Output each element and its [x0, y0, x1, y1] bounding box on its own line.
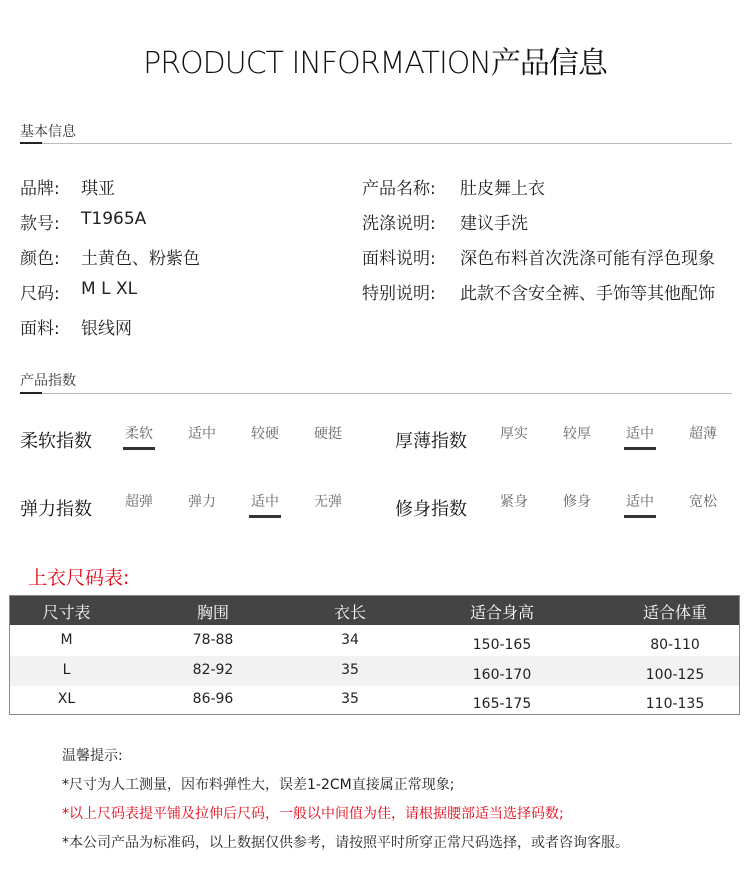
table-row	[10, 626, 739, 656]
table-cell: 150-165	[472, 637, 532, 653]
info-washing: 洗涤说明: 建议手洗	[362, 214, 528, 234]
note-item: *尺寸为人工测量，因布料弹性大，误差1-2CM直接属正常现象;	[62, 777, 455, 793]
info-color: 颜色: 土黄色、粉紫色	[20, 249, 200, 269]
info-size: 尺码: M L XL	[20, 279, 138, 304]
softness-option: 硬挺	[314, 426, 342, 442]
elasticity-option: 无弹	[314, 494, 342, 510]
softness-option: 较硬	[251, 426, 279, 442]
fit-index-title: 修身指数	[395, 499, 467, 520]
info-special-note: 特别说明: 此款不含安全裤、手饰等其他配饰	[362, 284, 715, 304]
product-index-label: 产品指数	[20, 373, 76, 389]
note-item-highlight: *以上尺码表提平铺及拉伸后尺码，一般以中间值为佳，请根据腰部适当选择码数;	[62, 806, 564, 822]
info-brand: 品牌: 琪亚	[20, 179, 115, 199]
table-cell: 35	[341, 662, 359, 678]
table-cell: 82-92	[192, 662, 234, 678]
table-cell: 86-96	[192, 691, 234, 707]
note-item: *本公司产品为标准码，以上数据仅供参考，请按照平时所穿正常尺码选择，或者咨询客服。	[62, 835, 629, 851]
thickness-option: 适中	[621, 423, 659, 443]
size-table-title: 上衣尺码表:	[28, 567, 130, 589]
basic-info-divider	[20, 143, 732, 144]
page-title: PRODUCT INFORMATION产品信息	[143, 46, 607, 81]
info-model: 款号: T1965A	[20, 209, 147, 234]
info-product-name: 产品名称: 肚皮舞上衣	[362, 179, 545, 199]
table-cell: 100-125	[645, 667, 705, 683]
product-index-divider	[20, 393, 732, 394]
table-cell: XL	[57, 691, 76, 707]
header-cell: 胸围	[196, 603, 229, 622]
size-table	[9, 595, 740, 715]
notes-heading: 温馨提示:	[62, 748, 123, 764]
elasticity-option: 超弹	[125, 494, 153, 510]
table-row	[10, 685, 739, 715]
fit-option: 紧身	[500, 494, 528, 510]
header-cell: 适合身高	[469, 603, 534, 622]
elasticity-index-title: 弹力指数	[20, 499, 92, 520]
thickness-option: 较厚	[563, 426, 591, 442]
header-cell: 衣长	[333, 603, 366, 622]
table-row	[10, 656, 739, 686]
thickness-option: 厚实	[500, 426, 528, 442]
thickness-option: 超薄	[689, 426, 717, 442]
softness-option: 适中	[188, 426, 216, 442]
elasticity-option: 弹力	[188, 494, 216, 510]
fit-option: 适中	[621, 491, 659, 511]
size-table-header	[10, 596, 739, 625]
table-cell: 35	[341, 691, 359, 707]
table-cell: 78-88	[192, 632, 234, 648]
table-cell: M	[60, 632, 73, 648]
softness-index-title: 柔软指数	[20, 431, 92, 452]
table-cell: 80-110	[650, 637, 700, 653]
header-cell: 适合体重	[642, 603, 707, 622]
elasticity-option: 适中	[246, 491, 284, 511]
info-fabric: 面料: 银线网	[20, 319, 132, 339]
basic-info-label: 基本信息	[20, 124, 76, 140]
table-cell: 34	[341, 632, 359, 648]
table-cell: 110-135	[645, 696, 705, 712]
softness-option: 柔软	[120, 423, 158, 443]
info-fabric-note: 面料说明: 深色布料首次洗涤可能有浮色现象	[362, 249, 715, 269]
table-cell: L	[62, 662, 71, 678]
table-cell: 160-170	[472, 667, 532, 683]
fit-option: 宽松	[689, 494, 717, 510]
fit-option: 修身	[563, 494, 591, 510]
header-cell: 尺寸表	[42, 603, 91, 622]
table-cell: 165-175	[472, 696, 532, 712]
thickness-index-title: 厚薄指数	[395, 431, 467, 452]
